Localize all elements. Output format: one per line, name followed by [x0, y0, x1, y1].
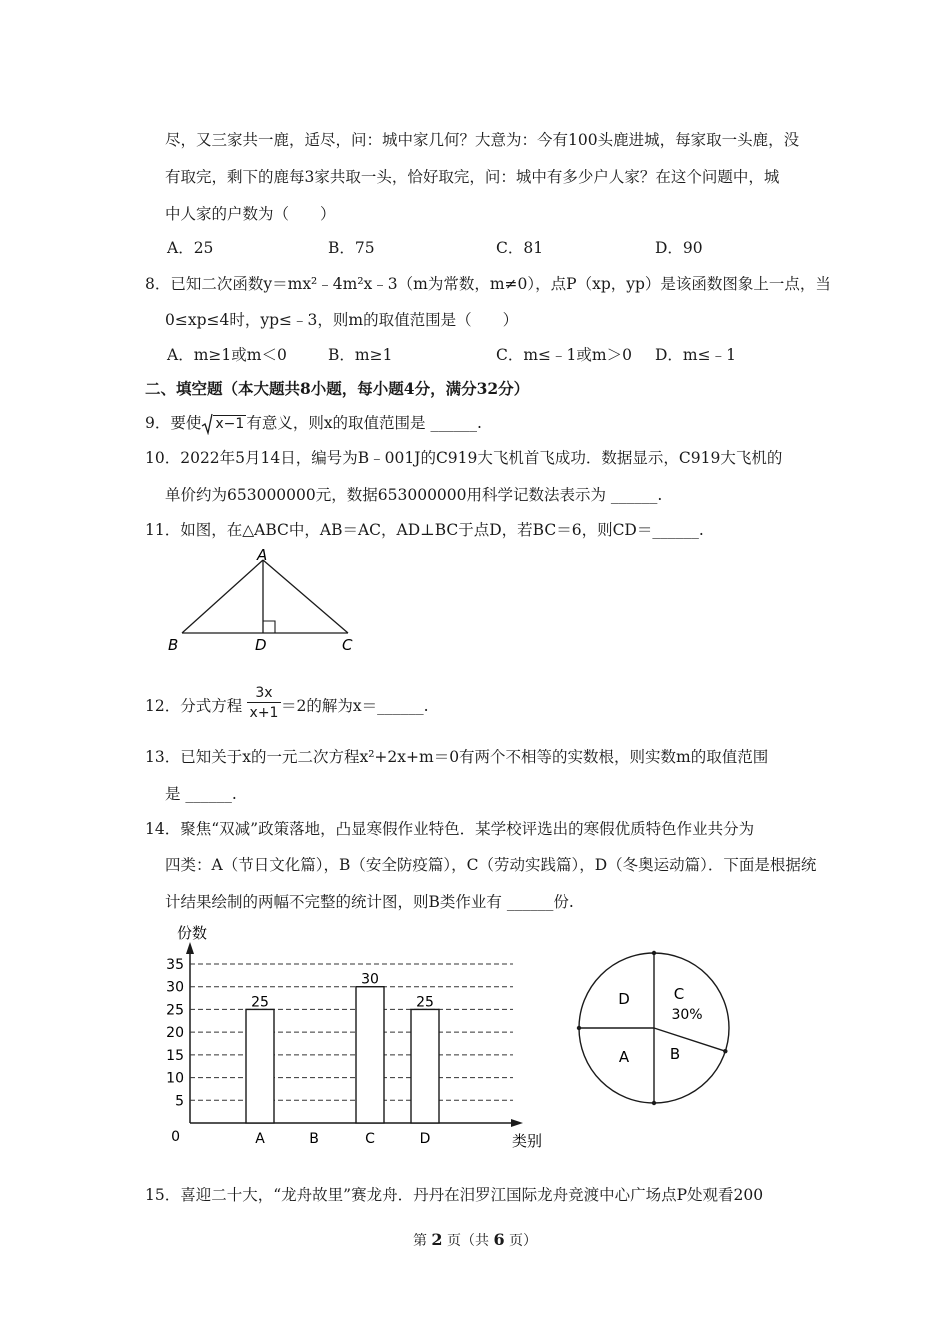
- q11-line-1: 11．如图，在△ABC中，AB＝AC，AD⊥BC于点D，若BC＝6，则CD＝______.: [145, 521, 704, 539]
- q14-line-1: 14．聚焦“双减”政策落地，凸显寒假作业特色．某学校评选出的寒假优质特色作业共分为: [145, 820, 755, 838]
- q7-option-b: B．75: [328, 239, 375, 257]
- pie-label-A: A: [618, 1048, 630, 1066]
- page-footer: [0, 1230, 950, 1250]
- pie-boundary-dot-2: [652, 1101, 656, 1105]
- x-tick-label-C: C: [365, 1131, 375, 1147]
- footer-page-number: 2: [431, 1230, 443, 1249]
- q14-line-3: 计结果绘制的两幅不完整的统计图，则B类作业有 ______份.: [165, 893, 574, 911]
- q9-radicand: x−1: [215, 416, 245, 432]
- radical-sign-icon: [201, 413, 213, 435]
- pie-label-C: C: [673, 985, 685, 1003]
- pie-percent-C: 30%: [671, 1007, 703, 1023]
- bar-value-label-D: 25: [416, 994, 434, 1011]
- q9-post: 有意义，则x的取值范围是 ______.: [246, 414, 482, 432]
- x-tick-label-B: B: [309, 1131, 319, 1147]
- x-tick-label-D: D: [419, 1131, 431, 1147]
- q9-radical: [201, 416, 246, 432]
- q10-line-2: 单价约为653000000元，数据653000000用科学记数法表示为 ______.: [165, 486, 663, 504]
- pie-label-D: D: [618, 990, 630, 1008]
- bar-value-label-A: 25: [251, 994, 269, 1011]
- q12-post: ＝2的解为x＝______.: [281, 697, 429, 715]
- q12-fraction: [247, 684, 281, 723]
- pie-boundary-dot-0: [652, 951, 656, 955]
- y-tick-label: 35: [166, 957, 184, 973]
- y-tick-label: 10: [166, 1070, 184, 1087]
- y-axis-arrow-icon: [186, 942, 194, 954]
- right-angle-mark: [263, 621, 275, 633]
- q7-line-2: 有取完，剩下的鹿每3家共取一头，恰好取完，问：城中有多少户人家？在这个问题中，城: [165, 168, 780, 186]
- y-tick-label: 25: [166, 1002, 184, 1019]
- q7-line-3: 中人家的户数为（ ）: [165, 205, 336, 223]
- q14-line-2: 四类：A（节日文化篇），B（安全防疫篇），C（劳动实践篇），D（冬奥运动篇）．下面是根据统: [165, 856, 817, 874]
- q8-option-a: A．m≥1或m＜0: [167, 346, 287, 364]
- q8-option-c: C．m≤﹣1或m＞0: [496, 346, 632, 364]
- label-a: A: [257, 546, 268, 564]
- footer-post: 页）: [504, 1233, 538, 1249]
- bar-chart: [150, 918, 560, 1152]
- q10-line-1: 10．2022年5月14日，编号为B﹣001J的C919大飞机首飞成功．数据显示，C919大飞机的: [145, 449, 783, 467]
- label-b: B: [168, 636, 179, 654]
- q8-line-2: 0≤xp≤4时，yp≤﹣3，则m的取值范围是（ ）: [165, 311, 519, 329]
- y-tick-label: 20: [166, 1025, 184, 1042]
- q8-option-b: B．m≥1: [328, 346, 393, 364]
- x-axis-title: 类别: [512, 1132, 543, 1150]
- pie-chart: [570, 940, 740, 1110]
- pie-boundary-dot-3: [577, 1026, 581, 1030]
- pie-boundary-dot-1: [723, 1049, 727, 1053]
- footer-mid: 页（共: [442, 1233, 494, 1249]
- bar-value-label-C: 30: [361, 971, 379, 988]
- pie-label-B: B: [669, 1045, 681, 1063]
- q7-option-d: D．90: [655, 239, 703, 257]
- q8-option-d: D．m≤﹣1: [655, 346, 736, 364]
- y-axis-title: 份数: [177, 924, 208, 942]
- q13-line-2: 是 ______.: [165, 785, 237, 803]
- label-d: D: [255, 636, 267, 654]
- q7-line-1: 尽，又三家共一鹿，适尽，问：城中家几何？大意为：今有100头鹿进城，每家取一头鹿，没: [165, 131, 800, 149]
- side-ac: [263, 560, 348, 633]
- q8-line-1: 8．已知二次函数y＝mx²﹣4m²x﹣3（m为常数，m≠0），点P（xp，yp）是该函数图象上一点，当: [145, 275, 831, 293]
- bar-A: [246, 1009, 274, 1123]
- section-2-title: 二、填空题（本大题共8小题，每小题4分，满分32分）: [145, 379, 530, 398]
- bar-D: [411, 1009, 439, 1123]
- x-tick-label-A: A: [255, 1131, 265, 1147]
- y-tick-label: 5: [175, 1093, 184, 1110]
- footer-total-pages: 6: [493, 1230, 505, 1249]
- q15-line-1: 15．喜迎二十大，“龙舟故里”赛龙舟．丹丹在汨罗江国际龙舟竞渡中心广场点P处观看200: [145, 1186, 764, 1204]
- q13-line-1: 13．已知关于x的一元二次方程x²+2x+m＝0有两个不相等的实数根，则实数m的取值范围: [145, 748, 769, 766]
- q7-option-a: A．25: [167, 239, 214, 257]
- y-tick-label: 30: [166, 979, 184, 996]
- label-c: C: [342, 636, 353, 654]
- y-tick-label: 0: [171, 1129, 180, 1145]
- side-ab: [182, 560, 263, 633]
- q12-pre: 12．分式方程: [145, 697, 243, 715]
- q9-pre: 9．要使: [145, 414, 202, 432]
- x-axis-arrow-icon: [511, 1119, 523, 1127]
- q12-denominator: x+1: [249, 705, 279, 721]
- bar-C: [356, 987, 384, 1123]
- y-tick-label: 15: [166, 1047, 184, 1064]
- q9-text: [145, 411, 482, 433]
- triangle-figure: [160, 544, 360, 656]
- q7-option-c: C．81: [496, 239, 544, 257]
- footer-pre: 第: [412, 1233, 432, 1249]
- q12-numerator: 3x: [247, 684, 281, 703]
